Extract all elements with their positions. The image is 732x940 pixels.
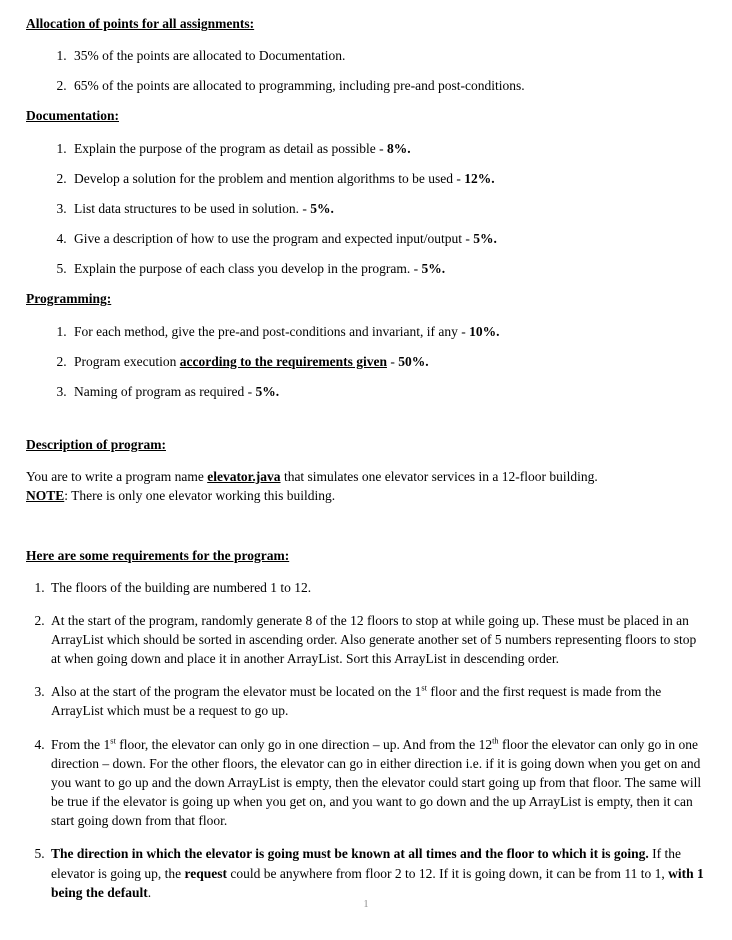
text-segment: List data structures to be used in solution. - xyxy=(74,200,311,216)
text-segment: st xyxy=(421,683,427,693)
text-segment: 8%. xyxy=(387,140,411,156)
list-item xyxy=(70,382,706,401)
list-item xyxy=(70,199,706,218)
list-item xyxy=(48,735,706,831)
text-segment: Explain the purpose of each class you develop in the program. - xyxy=(74,261,422,277)
programming-list xyxy=(26,322,706,401)
text-segment: request xyxy=(184,865,227,881)
text-segment: Program execution xyxy=(74,353,180,369)
list-item xyxy=(70,229,706,248)
text-segment: For each method, give the pre-and post-conditions and invariant, if any - xyxy=(74,323,470,339)
text-segment: NOTE xyxy=(26,488,65,504)
section-allocation xyxy=(26,14,706,95)
text-segment: floor and the first request is made from the ArrayList which must be a request to go up. xyxy=(51,684,662,719)
page-number: 1 xyxy=(363,898,369,910)
list-item xyxy=(70,259,706,278)
section-programming xyxy=(26,289,706,401)
text-segment: elevator.java xyxy=(207,469,281,485)
list-item xyxy=(48,844,706,901)
requirements-heading: Here are some requirements for the program: xyxy=(26,547,290,563)
list-item xyxy=(70,322,706,341)
text-segment: floor, the elevator can only go in one direction – up. And from the 12 xyxy=(115,736,493,752)
text-segment: 5%. xyxy=(421,261,446,277)
text-segment: floor the elevator can only go in one direction – down. For the other floors, the elevator can go in either direction i.e. if it is going down when you get on and you want to go up and the down ArrayList is empty, then the elevator could start going up from that floor. The same will be true if the elevator is going up when you get on, and you want to go down and the up ArrayList is empty, then it can start going down from that floor. xyxy=(51,736,702,829)
allocation-list xyxy=(26,46,706,95)
text-segment: could be anywhere from floor 2 to 12. If it is going down, it can be from 11 to 1, xyxy=(226,865,669,881)
text-segment: th xyxy=(492,736,499,746)
list-item xyxy=(70,169,706,188)
section-documentation xyxy=(26,106,706,278)
text-segment: according to the requirements given xyxy=(179,353,387,369)
text-segment: with 1 being the default xyxy=(51,865,704,900)
text-segment: You are to write a program name xyxy=(26,469,208,485)
text-segment: At the start of the program, randomly generate 8 of the 12 floors to stop at while going up. These must be placed in an ArrayList which should be sorted in ascending order. Also generate another set of 5 numbers representing floors to stop at when going down and place it in another ArrayList. Sort this ArrayList in descending order. xyxy=(51,612,697,667)
documentation-heading: Documentation: xyxy=(26,108,119,124)
text-segment: Explain the purpose of the program as detail as possible - xyxy=(74,140,388,156)
programming-heading: Programming: xyxy=(26,291,112,307)
text-segment: 50%. xyxy=(398,353,429,369)
text-segment: that simulates one elevator services in a 12-floor building. xyxy=(280,469,598,485)
text-segment: 5%. xyxy=(255,383,280,399)
text-segment: From the 1 xyxy=(51,736,111,752)
text-segment: 5%. xyxy=(310,200,334,216)
requirements-list xyxy=(26,578,706,902)
description-heading: Description of program: xyxy=(26,437,166,453)
text-segment: st xyxy=(110,736,116,746)
list-item xyxy=(70,76,706,95)
text-segment: Also at the start of the program the elevator must be located on the 1 xyxy=(51,684,422,700)
text-segment: The direction in which the elevator is going must be known at all times and the floor to which it is going. xyxy=(51,846,649,862)
text-segment: 65% of the points are allocated to programming, including pre-and post-conditions. xyxy=(74,78,525,94)
list-item xyxy=(48,611,706,668)
program-description-paragraph xyxy=(26,467,706,505)
section-requirements xyxy=(26,546,706,902)
documentation-list xyxy=(26,139,706,279)
allocation-heading: Allocation of points for all assignments: xyxy=(26,16,255,31)
list-item xyxy=(48,682,706,720)
text-segment: Develop a solution for the problem and mention algorithms to be used - xyxy=(74,170,465,186)
text-segment: 35% of the points are allocated to Documentation. xyxy=(74,48,346,64)
text-segment: 10%. xyxy=(469,323,500,339)
list-item xyxy=(48,578,706,597)
text-segment: 12%. xyxy=(464,170,495,186)
text-segment: . xyxy=(147,884,152,900)
text-segment: Give a description of how to use the program and expected input/output - xyxy=(74,231,474,247)
list-item xyxy=(70,352,706,371)
text-segment: : There is only one elevator working this building. xyxy=(64,488,336,504)
text-segment: - xyxy=(386,353,399,369)
text-segment: Naming of program as required - xyxy=(74,383,256,399)
text-segment: The floors of the building are numbered 1 to 12. xyxy=(51,579,312,595)
section-description xyxy=(26,435,706,505)
list-item xyxy=(70,139,706,158)
text-segment: If the elevator is going up, the xyxy=(51,846,682,881)
list-item xyxy=(70,46,706,65)
text-segment: 5%. xyxy=(473,231,497,247)
